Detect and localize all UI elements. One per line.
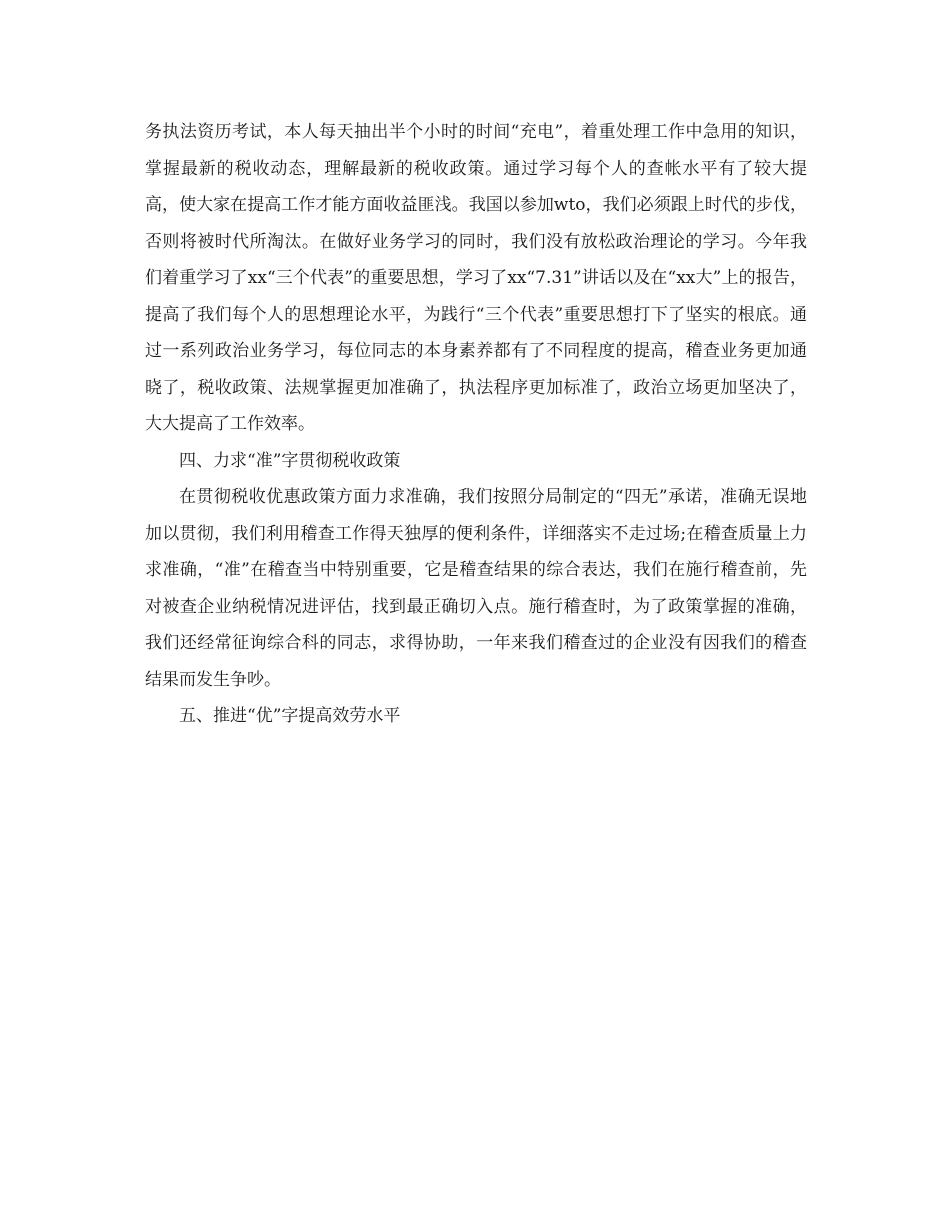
paragraph-continuation: 务执法资历考试，本人每天抽出半个小时的时间“充电”，着重处理工作中急用的知识，掌握最新的税收动态，理解最新的税收政策。通过学习每个人的查帐水平有了较大提高，使大家在提高工作才能方面收益匪浅。我国以参加wto，我们必须跟上时代的步伐，否则将被时代所淘汰。在做好业务学习的同时，我们没有放松政治理论的学习。今年我们着重学习了xx“三个代表”的重要思想，学习了xx“7.31”讲话以及在“xx大”上的报告，提高了我们每个人的思想理论水平，为践行“三个代表”重要思想打下了坚实的根底。通过一系列政治业务学习，每位同志的本身素养都有了不同程度的提高，稽查业务更加通晓了，税收政策、法规掌握更加准确了，执法程序更加标准了，政治立场更加坚决了，大大提高了工作效率。 [145,122,807,434]
paragraph-accuracy: 在贯彻税收优惠政策方面力求准确，我们按照分局制定的“四无”承诺，准确无误地加以贯彻，我们利用稽查工作得天独厚的便利条件，详细落实不走过场;在稽查质量上力求准确，“准”在稽查当中特别重要，它是稽查结果的综合表达，我们在施行稽查前，先对被查企业纳税情况进评估，找到最正确切入点。施行稽查时，为了政策掌握的准确，我们还经常征询综合科的同志，求得协助，一年来我们稽查过的企业没有因我们的稽查结果而发生争吵。 [145,487,807,690]
document-body [145,114,807,735]
section-heading-five: 五、推进“优”字提高效劳水平 [179,706,401,726]
section-heading-four: 四、力求“准”字贯彻税收政策 [179,450,401,471]
